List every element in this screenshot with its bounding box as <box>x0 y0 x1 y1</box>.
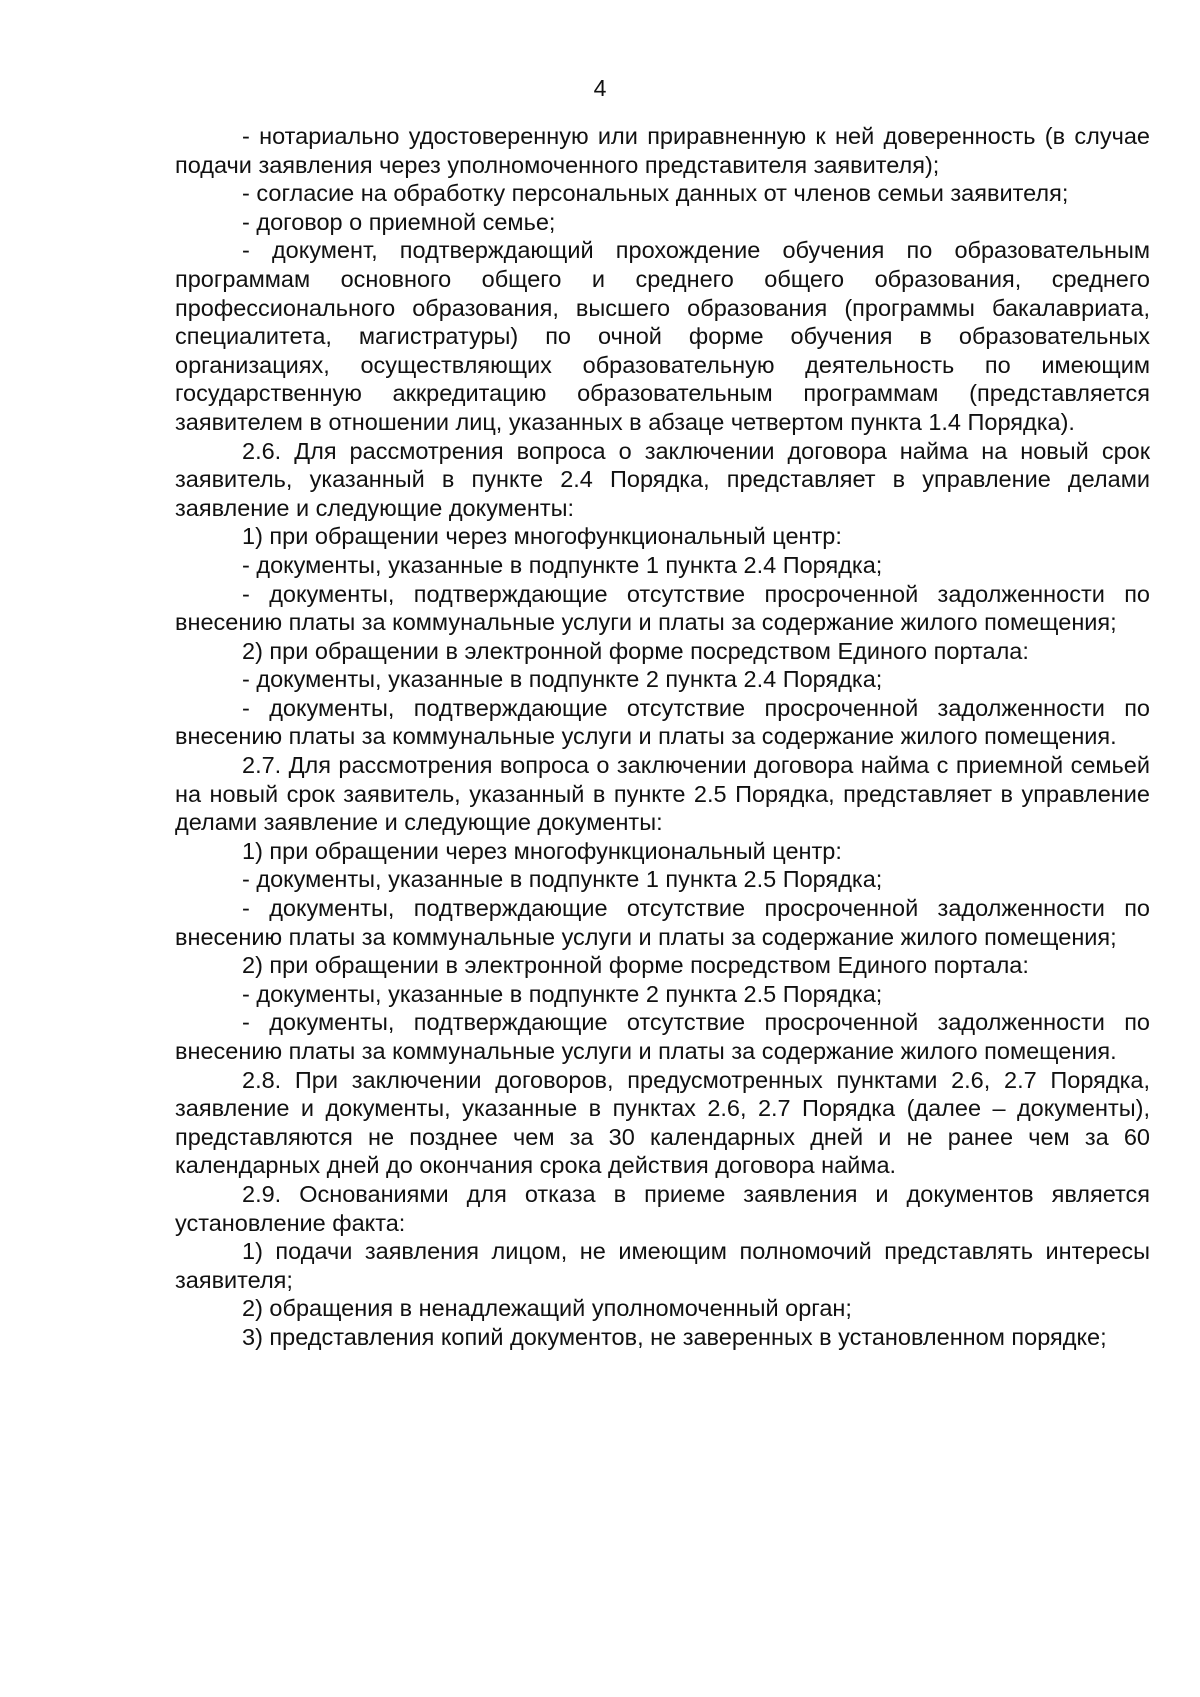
paragraph: 2.9. Основаниями для отказа в приеме заявления и документов является установление факта: <box>175 1180 1150 1236</box>
paragraph: - договор о приемной семье; <box>242 208 556 235</box>
paragraph: 3) представления копий документов, не заверенных в установленном порядке; <box>242 1323 1107 1350</box>
paragraph: - документы, указанные в подпункте 2 пункта 2.5 Порядка; <box>242 980 883 1007</box>
paragraph: 1) подачи заявления лицом, не имеющим полномочий представлять интересы заявителя; <box>175 1238 1150 1293</box>
page-number: 4 <box>593 75 607 101</box>
paragraph: 1) при обращении через многофункциональный центр: <box>242 837 842 864</box>
paragraph: - документы, подтверждающие отсутствие просроченной задолженности по внесению платы за коммунальные услуги и платы за содержание жилого помещения. <box>175 694 1150 750</box>
paragraph: 1) при обращении через многофункциональный центр: <box>242 523 842 550</box>
paragraph: - документы, указанные в подпункте 1 пункта 2.5 Порядка; <box>242 866 883 893</box>
paragraph: - документ, подтверждающий прохождение обучения по образовательным программам основного общего и среднего общего образования, среднего профессионального образования, высшего образования (программы бакалавриата, специалитета, магистратуры) по очной форме обучения в образовательных организациях, осуществляющих образовательную деятельность по имеющим государственную аккредитацию образовательным программам (представляется заявителем в отношении лиц, указанных в абзаце четвертом пункта 1.4 Порядка). <box>175 237 1150 435</box>
paragraph: 2.6. Для рассмотрения вопроса о заключении договора найма на новый срок заявитель, указанный в пункте 2.4 Порядка, представляет в управление делами заявление и следующие документы: <box>175 437 1150 521</box>
paragraph: - нотариально удостоверенную или приравненную к ней доверенность (в случае подачи заявления через уполномоченного представителя заявителя); <box>175 123 1150 178</box>
paragraph: - согласие на обработку персональных данных от членов семьи заявителя; <box>242 180 1069 207</box>
paragraph: - документы, указанные в подпункте 1 пункта 2.4 Порядка; <box>242 551 883 578</box>
paragraph: 2) обращения в ненадлежащий уполномоченный орган; <box>242 1295 852 1322</box>
paragraph: 2) при обращении в электронной форме посредством Единого портала: <box>242 637 1029 664</box>
paragraph: - документы, подтверждающие отсутствие просроченной задолженности по внесению платы за коммунальные услуги и платы за содержание жилого помещения; <box>175 895 1150 950</box>
document-body <box>175 122 1150 1352</box>
paragraph: 2) при обращении в электронной форме посредством Единого портала: <box>242 952 1029 979</box>
paragraph: - документы, указанные в подпункте 2 пункта 2.4 Порядка; <box>242 666 883 693</box>
paragraph: 2.7. Для рассмотрения вопроса о заключении договора найма с приемной семьей на новый срок заявитель, указанный в пункте 2.5 Порядка, представляет в управление делами заявление и следующие документы: <box>175 752 1150 836</box>
paragraph: - документы, подтверждающие отсутствие просроченной задолженности по внесению платы за коммунальные услуги и платы за содержание жилого помещения; <box>175 580 1150 636</box>
paragraph: 2.8. При заключении договоров, предусмотренных пунктами 2.6, 2.7 Порядка, заявление и документы, указанные в пунктах 2.6, 2.7 Порядка (далее – документы), представляются не позднее чем за 30 календарных дней и не ранее чем за 60 календарных дней до окончания срока действия договора найма. <box>175 1066 1150 1179</box>
paragraph: - документы, подтверждающие отсутствие просроченной задолженности по внесению платы за коммунальные услуги и платы за содержание жилого помещения. <box>175 1009 1150 1064</box>
